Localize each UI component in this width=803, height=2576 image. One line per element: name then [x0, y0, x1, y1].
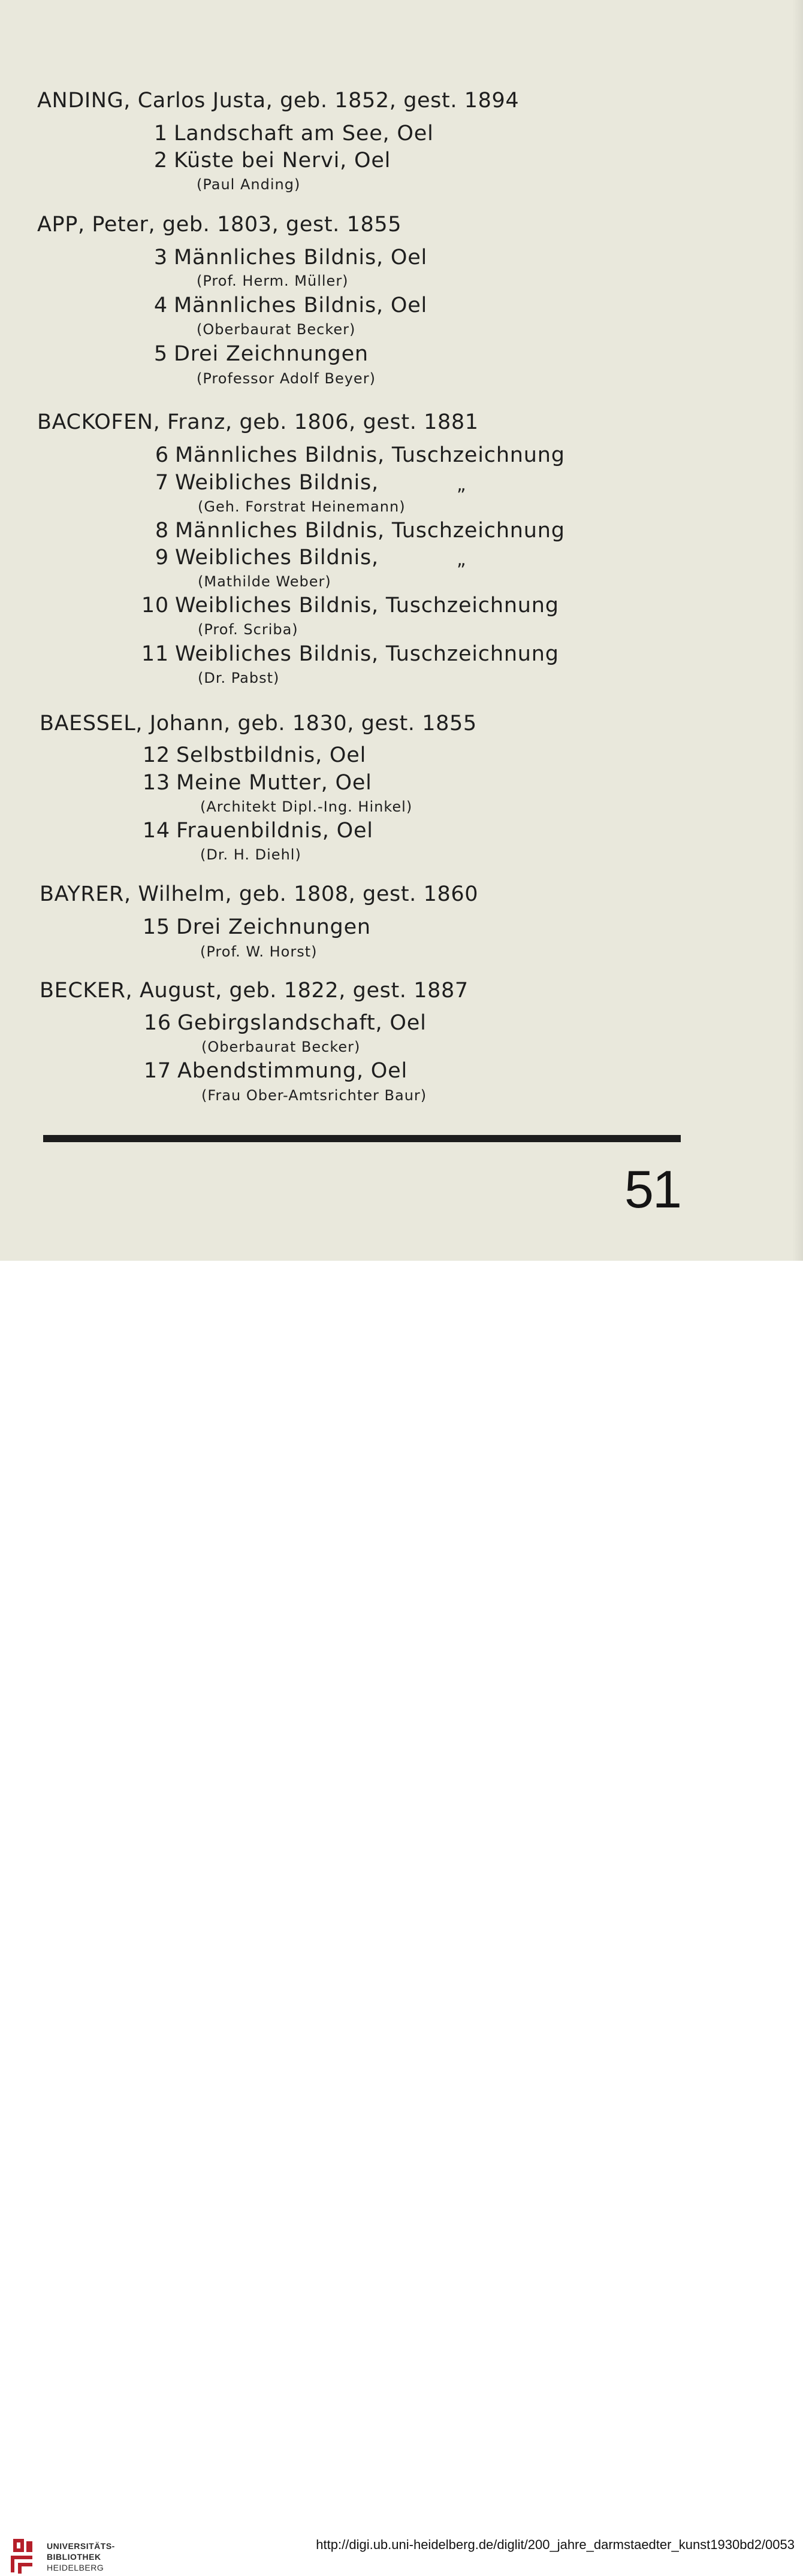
item-number: 10: [141, 594, 169, 617]
item-title: Drei Zeichnungen: [176, 915, 371, 939]
item-title: Frauenbildnis, Oel: [176, 819, 373, 843]
catalog-item: [139, 594, 559, 617]
catalog-item: [139, 443, 565, 467]
horizontal-rule: [43, 1135, 681, 1142]
item-title: Männliches Bildnis, Tuschzeichnung: [175, 443, 565, 467]
catalog-item: [138, 149, 391, 172]
item-number: 16: [143, 1011, 171, 1035]
logo-text-line: HEIDELBERG: [47, 2563, 104, 2572]
item-owner: (Prof. Scriba): [198, 621, 298, 638]
item-number: 9: [155, 546, 169, 570]
catalog-item: [139, 519, 565, 543]
item-owner: (Dr. Pabst): [198, 670, 280, 686]
item-owner: (Professor Adolf Beyer): [197, 370, 376, 387]
catalog-item: [140, 915, 371, 939]
catalog-item: [140, 819, 373, 843]
item-owner: (Prof. Herm. Müller): [197, 273, 349, 289]
catalog-item: [138, 122, 434, 146]
library-logo-icon: [8, 2535, 36, 2576]
catalog-item: [141, 1011, 427, 1035]
item-owner: (Dr. H. Diehl): [200, 846, 301, 863]
item-owner: (Oberbaurat Becker): [201, 1039, 361, 1055]
item-number: 2: [153, 149, 168, 172]
item-number: 12: [142, 743, 170, 767]
logo-text-line: UNIVERSITÄTS-: [47, 2541, 115, 2551]
item-number: 14: [142, 819, 170, 843]
item-title: Gebirgslandschaft, Oel: [177, 1011, 427, 1035]
artist-heading: BECKER, August, geb. 1822, gest. 1887: [40, 979, 469, 1003]
item-title: Drei Zeichnungen: [174, 342, 369, 366]
item-number: 11: [141, 642, 169, 666]
item-owner: (Frau Ober-Amtsrichter Baur): [201, 1087, 427, 1104]
book-page: [0, 0, 803, 1261]
item-title: Weibliches Bildnis,: [175, 546, 379, 570]
source-url-link[interactable]: http://digi.ub.uni-heidelberg.de/diglit/200_jahre_darmstaedter_kunst1930bd2/0053: [316, 2537, 795, 2552]
item-title: Männliches Bildnis, Oel: [174, 246, 428, 270]
artist-heading: ANDING, Carlos Justa, geb. 1852, gest. 1894: [37, 89, 520, 113]
item-title: Männliches Bildnis, Oel: [174, 293, 428, 317]
catalog-item: [138, 293, 427, 317]
item-number: 17: [143, 1059, 171, 1083]
catalog-item: [138, 342, 369, 366]
item-number: 5: [153, 342, 168, 366]
item-owner: (Mathilde Weber): [198, 573, 331, 590]
item-title: Selbstbildnis, Oel: [176, 743, 367, 767]
item-title: Meine Mutter, Oel: [176, 771, 372, 795]
page-number: 51: [624, 1160, 681, 1219]
item-number: 6: [155, 443, 169, 467]
artist-heading: BACKOFEN, Franz, geb. 1806, gest. 1881: [37, 410, 479, 434]
item-title: Abendstimmung, Oel: [177, 1059, 408, 1083]
ditto-mark: „: [457, 549, 466, 570]
item-title: Männliches Bildnis, Tuschzeichnung: [175, 519, 565, 543]
catalog-item: [140, 743, 366, 767]
item-owner: (Geh. Forstrat Heinemann): [198, 498, 406, 515]
item-number: 7: [155, 471, 169, 495]
artist-heading: BAESSEL, Johann, geb. 1830, gest. 1855: [40, 712, 477, 735]
item-number: 15: [142, 915, 170, 939]
item-number: 3: [153, 246, 168, 270]
item-title: Weibliches Bildnis, Tuschzeichnung: [175, 642, 559, 666]
item-owner: (Architekt Dipl.-Ing. Hinkel): [200, 798, 413, 815]
item-number: 8: [155, 519, 169, 543]
item-owner: (Paul Anding): [197, 176, 301, 193]
catalog-item: [139, 471, 379, 495]
artist-heading: BAYRER, Wilhelm, geb. 1808, gest. 1860: [40, 882, 479, 906]
logo-text-line: BIBLIOTHEK: [47, 2552, 101, 2562]
item-title: Küste bei Nervi, Oel: [174, 149, 391, 172]
item-number: 1: [153, 122, 168, 146]
catalog-item: [139, 546, 379, 570]
item-title: Weibliches Bildnis,: [175, 471, 379, 495]
catalog-item: [139, 642, 559, 666]
item-owner: (Prof. W. Horst): [200, 943, 318, 960]
catalog-item: [138, 246, 427, 270]
page-edge-shadow: [792, 0, 803, 1261]
item-title: Weibliches Bildnis, Tuschzeichnung: [175, 594, 559, 617]
artist-heading: APP, Peter, geb. 1803, gest. 1855: [37, 213, 402, 237]
catalog-item: [141, 1059, 407, 1083]
item-number: 13: [142, 771, 170, 795]
item-number: 4: [153, 293, 168, 317]
footer-bar: [0, 1261, 803, 2572]
catalog-item: [140, 771, 372, 795]
item-owner: (Oberbaurat Becker): [197, 321, 356, 338]
ditto-mark: „: [457, 474, 466, 495]
item-title: Landschaft am See, Oel: [174, 122, 434, 146]
